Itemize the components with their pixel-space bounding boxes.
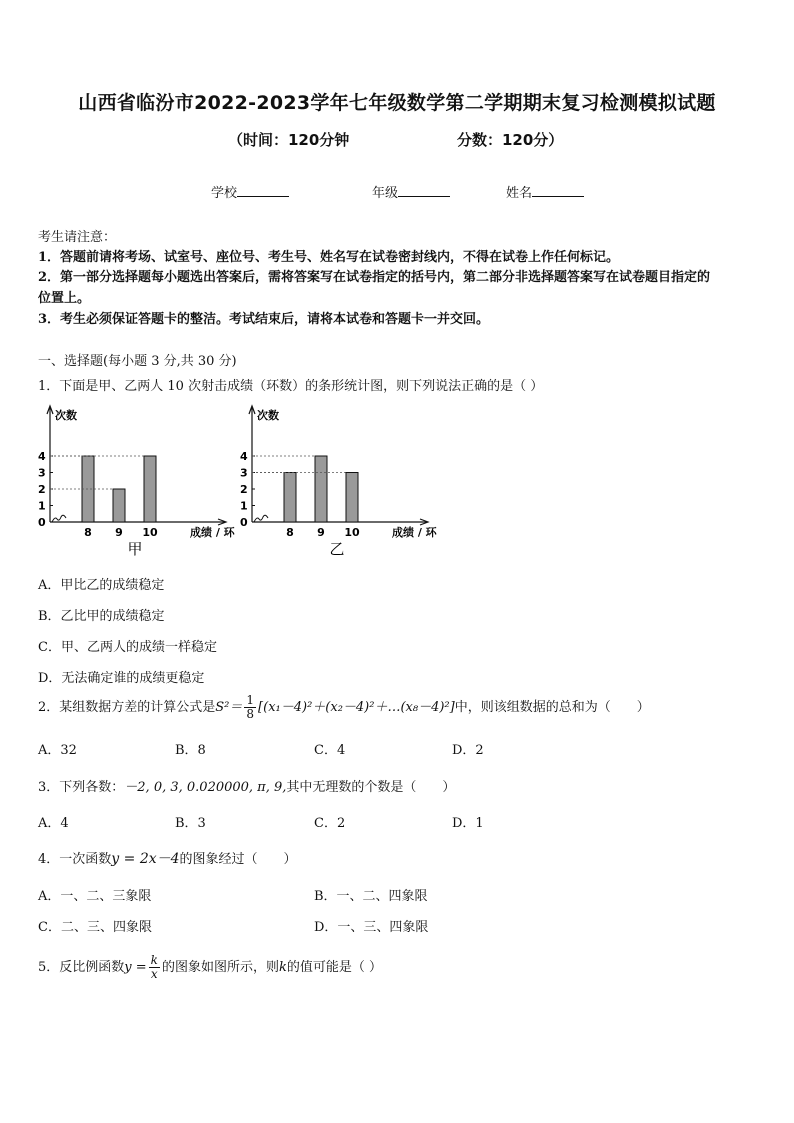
q4-expression: y = 2x－4 — [111, 851, 180, 867]
y-axis-label: 次数 — [257, 409, 279, 422]
notice-item: 2．第一部分选择题每小题选出答案后，需将答案写在试卷指定的括号内，第二部分非选择题答案写在试卷题目指定的 — [38, 270, 711, 285]
bar — [315, 456, 327, 522]
score-info: 分数：120分） — [457, 131, 564, 149]
y-axis-label: 次数 — [55, 409, 77, 422]
q2-frac-num: 1 — [246, 693, 255, 707]
q1-option-b: B．乙比甲的成绩稳定 — [38, 609, 165, 624]
q4-lead: 4．一次函数 — [38, 852, 112, 867]
y-tick-label: 0 — [240, 516, 248, 529]
q3-option-c: C．2 — [314, 816, 346, 831]
variance-symbol: S²＝ — [215, 700, 243, 715]
q5-tail: 的值可能是（ ） — [286, 960, 382, 975]
q5-mid: 的图象如图所示，则 — [161, 960, 279, 975]
q5-k: k — [278, 960, 287, 975]
q5-lead: 5．反比例函数 — [38, 960, 125, 975]
q3-option-a: A．4 — [38, 816, 69, 831]
grade-blank — [398, 184, 450, 197]
school-blank — [237, 184, 289, 197]
q4-option-b: B．一、二、四象限 — [314, 889, 428, 904]
q4-option-a: A．一、二、三象限 — [38, 889, 152, 904]
bar — [144, 456, 156, 522]
x-axis-label: 成绩 / 环 — [392, 526, 437, 539]
x-tick-label: 10 — [142, 526, 158, 539]
q3-option-d: D．1 — [452, 816, 484, 831]
q2-tail: 中，则该组数据的总和为（ ） — [454, 700, 650, 715]
q5-fraction — [149, 954, 160, 981]
chart-caption: 甲 — [127, 540, 143, 558]
q1-option-a: A．甲比乙的成绩稳定 — [38, 578, 165, 593]
y-tick-label: 3 — [38, 466, 46, 480]
notice-item: 1．答题前请将考场、试室号、座位号、考生号、姓名写在试卷密封线内，不得在试卷上作任何标记。 — [38, 250, 620, 265]
q2-frac-den: 8 — [246, 707, 255, 721]
bar — [113, 489, 125, 522]
question-2-stem — [38, 694, 650, 721]
question-3-stem — [38, 776, 455, 795]
q2-lead: 2．某组数据方差的计算公式是 — [38, 700, 216, 715]
q2-option-d: D．2 — [452, 743, 484, 758]
q4-tail: 的图象经过（ ） — [179, 852, 297, 867]
q1-option-c: C．甲、乙两人的成绩一样稳定 — [38, 640, 217, 655]
grade-field — [372, 182, 450, 201]
y-tick-label: 4 — [240, 450, 248, 463]
q3-numbers: －2, 0, 3, 0.020000, π, 9, — [124, 780, 287, 795]
notice-heading: 考生请注意： — [38, 230, 117, 245]
q5-frac-den: x — [150, 967, 158, 981]
q2-option-c: C．4 — [314, 743, 346, 758]
question-4-stem — [38, 848, 297, 868]
grade-label: 年级 — [372, 186, 399, 201]
q3-tail: 其中无理数的个数是（ ） — [286, 780, 456, 795]
x-tick-label: 9 — [317, 526, 325, 539]
question-1-stem: 1．下面是甲、乙两人 10 次射击成绩（环数）的条形统计图，则下列说法正确的是（ ） — [38, 379, 544, 394]
axis-break — [254, 515, 268, 522]
x-tick-label: 8 — [286, 526, 294, 539]
school-label: 学校 — [211, 186, 238, 201]
time-info: （时间：120分钟 — [228, 131, 350, 149]
q3-option-b: B．3 — [175, 816, 206, 831]
page-title: 山西省临汾市2022-2023学年七年级数学第二学期期末复习检测模拟试题 — [78, 92, 716, 114]
name-label: 姓名 — [506, 186, 533, 201]
q2-option-a: A．32 — [38, 743, 77, 758]
name-blank — [532, 184, 584, 197]
name-field — [506, 182, 584, 201]
school-field — [211, 182, 289, 201]
y-tick-label: 1 — [38, 499, 46, 513]
q2-option-b: B．8 — [175, 743, 206, 758]
chart-jia — [30, 402, 235, 562]
y-tick-label: 3 — [240, 466, 248, 480]
y-tick-label: 2 — [240, 483, 248, 496]
y-tick-label: 1 — [240, 499, 248, 513]
x-tick-label: 9 — [115, 526, 123, 539]
question-5-stem — [38, 954, 382, 981]
chart-caption: 乙 — [329, 540, 345, 558]
x-axis-label: 成绩 / 环 — [190, 526, 235, 539]
q4-option-d: D．一、三、四象限 — [314, 920, 429, 935]
q2-fraction — [244, 694, 256, 721]
notice-item: 3．考生必须保证答题卡的整洁。考试结束后，请将本试卷和答题卡一并交回。 — [38, 312, 490, 327]
x-tick-label: 10 — [344, 526, 360, 539]
q2-formula: [(x₁－4)²＋(x₂－4)²＋…(x₈－4)²] — [258, 700, 455, 715]
section-heading: 一、选择题(每小题 3 分,共 30 分) — [38, 354, 237, 369]
q5-y: y = — [124, 960, 147, 975]
bar — [346, 473, 358, 523]
y-tick-label: 0 — [38, 516, 46, 529]
q1-option-d: D．无法确定谁的成绩更稳定 — [38, 671, 205, 686]
bar — [284, 473, 296, 523]
q4-option-c: C．二、三、四象限 — [38, 920, 152, 935]
x-tick-label: 8 — [84, 526, 92, 539]
notice-item: 位置上。 — [38, 291, 91, 306]
axis-break — [52, 515, 66, 522]
y-tick-label: 4 — [38, 450, 46, 463]
y-tick-label: 2 — [38, 483, 46, 496]
q5-frac-num: k — [150, 953, 158, 967]
chart-yi — [232, 402, 437, 562]
q3-lead: 3．下列各数： — [38, 780, 125, 795]
